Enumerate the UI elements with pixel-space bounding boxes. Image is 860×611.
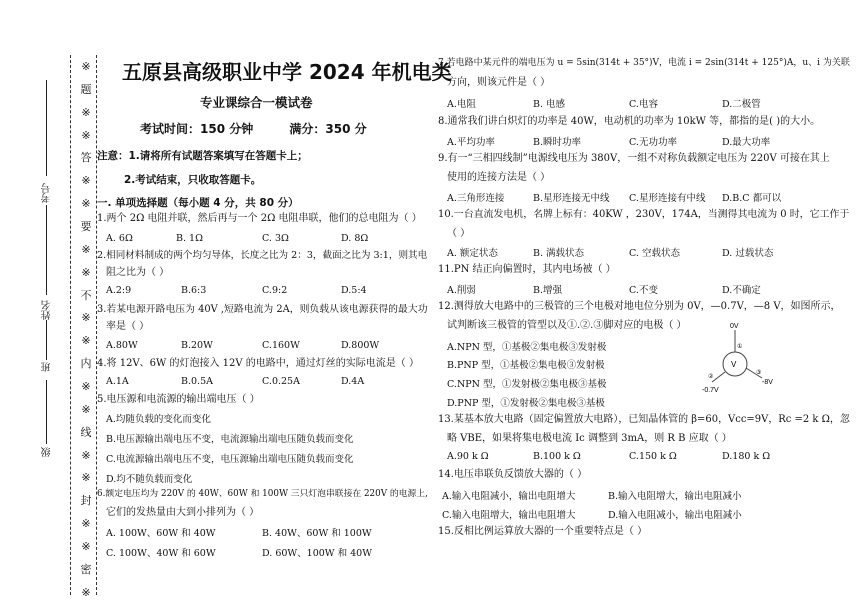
question-left-5: 5.电压源和电流源的输出端电压（ ） <box>97 394 260 405</box>
option-left-2-3: D.5:4 <box>341 285 367 296</box>
option-right-13-0: A.90 k Ω <box>447 451 489 462</box>
option-left-3-2: C.160W <box>262 340 300 351</box>
seal-mark: 内 <box>80 357 92 371</box>
question-right-7: 7.若电路中某元件的端电压为 u = 5sin(314t + 35°)V，电流 i = 2sin(314t + 125°)A，u、i 为关联 <box>438 58 850 68</box>
question-left-4: 4.将 12V、6W 的灯泡接入 12V 的电路中，通过灯丝的实际电流是（ ） <box>97 358 419 369</box>
option-right-13-2: C.150 k Ω <box>629 451 677 462</box>
option-left-5-3: D.均不随负载而变化 <box>106 474 193 485</box>
question-right-7-cont: 方向，则该元件是（ ） <box>447 77 551 88</box>
option-right-12-0: A.NPN 型，①基极②集电极③发射极 <box>447 342 607 353</box>
seal-mark: ※ <box>81 380 91 394</box>
seal-mark: ※ <box>81 265 91 279</box>
question-left-2: 2.相同材料制成的两个均匀导体，长度之比为 2：3，截面之比为 3:1，则其电 <box>97 250 428 261</box>
seal-mark: ※ <box>81 471 91 485</box>
option-left-6-2: C. 100W、40W 和 60W <box>106 548 216 559</box>
option-left-5-0: A.均随负载的变化而变化 <box>106 414 211 425</box>
option-right-7-1: B. 电感 <box>533 99 566 110</box>
question-right-10-cont: （ ） <box>447 228 471 239</box>
question-left-1: 1.两个 2Ω 电阻并联，然后再与一个 2Ω 电阻串联，他们的总电阻为（ ） <box>97 213 422 224</box>
option-right-9-2: C.星形连接有中线 <box>629 193 706 204</box>
option-left-1-3: D. 8Ω <box>341 233 369 244</box>
option-right-12-2: C.NPN 型，①发射极②集电极③基极 <box>447 379 607 390</box>
question-left-3-cont: 率是（ ） <box>106 321 150 332</box>
question-right-13: 13.某基本放大电路（固定偏置放大电路），已知晶体管的 β=60，Vcc=9V，Rc =2 k Ω，忽 <box>438 414 850 425</box>
label-top-v: 0V <box>730 323 739 330</box>
exam-score: 满分：350 分 <box>289 122 367 136</box>
option-right-7-2: C.电容 <box>629 99 658 110</box>
exam-subtitle: 专业课综合一模试卷 <box>200 95 313 110</box>
option-right-14-2: C.输入电阻增大，输出电阻增大 <box>442 510 576 521</box>
option-left-3-1: B.20W <box>181 340 213 351</box>
notice-1: 注意：1.请将所有试题答案填写在答题卡上； <box>97 150 308 162</box>
label-center: V <box>731 360 737 369</box>
seal-mark: 线 <box>80 425 92 439</box>
question-right-13-cont: 略 VBE，如果将集电极电流 Ic 调整到 3mA，则 R B 应取（ ） <box>447 433 732 444</box>
fold-line <box>70 55 71 595</box>
option-right-12-3: D.PNP 型，①发射极②集电极③基极 <box>447 398 605 409</box>
option-right-11-2: C.不变 <box>629 285 658 296</box>
question-right-15: 15.反相比例运算放大器的一个重要特点是（ ） <box>438 526 648 537</box>
question-left-6-cont: 它们的发热量由大到小排列为（ ） <box>106 507 260 518</box>
question-right-9-cont: 使用的连接方法是（ ） <box>447 172 551 183</box>
question-right-10: 10.一台直流发电机，名牌上标有：40KW ，230V，174A，当测得其电流为 0 时，它工作于 <box>438 209 850 220</box>
exam-time-score <box>140 120 399 137</box>
option-right-7-0: A.电阻 <box>447 99 476 110</box>
option-left-4-2: C.0.25A <box>262 376 300 387</box>
option-left-2-0: A.2:9 <box>106 285 132 296</box>
seal-mark: 密 <box>80 562 92 576</box>
seal-mark: ※ <box>81 197 91 211</box>
transistor-diagram <box>700 322 800 397</box>
seal-mark: ※ <box>81 105 91 119</box>
option-right-11-1: B.增强 <box>533 285 563 296</box>
option-right-9-1: B.星形连接无中线 <box>533 193 610 204</box>
question-right-9: 9.有一“三相四线制”电源线电压为 380V，一组不对称负载额定电压为 220V 可接在其上 <box>438 153 830 164</box>
exam-time: 考试时间：150 分钟 <box>140 122 254 136</box>
option-left-5-2: C.电流源输出端电压不变，电压源输出端电压随负载而变化 <box>106 454 354 465</box>
option-right-14-1: B.输入电阻增大，输出电阻减小 <box>608 491 742 502</box>
option-right-10-3: D. 过载状态 <box>722 248 774 259</box>
question-right-12: 12.测得放大电路中的三极管的三个电极对地电位分别为 0V，—0.7V，—8 V，如图所示， <box>438 301 841 312</box>
option-right-8-3: D.最大功率 <box>722 137 771 148</box>
question-left-6: 6.额定电压均为 220V 的 40W、60W 和 100W 三只灯泡串联接在 220V 的电源上, <box>97 489 428 499</box>
option-right-10-1: B. 满载状态 <box>533 248 585 259</box>
option-right-12-1: B.PNP 型，①基极②集电极③发射极 <box>447 360 605 371</box>
class-label: 班 <box>42 362 53 372</box>
node-1: ① <box>737 343 743 350</box>
option-left-2-2: C.9:2 <box>262 285 288 296</box>
question-left-3: 3.若某电源开路电压为 40V ,短路电流为 2A，则负载从该电源获得的最大功 <box>97 304 428 315</box>
option-left-4-1: B.0.5A <box>181 376 213 387</box>
option-left-1-0: A. 6Ω <box>106 233 133 244</box>
lead-left <box>712 372 725 382</box>
option-right-7-3: D.二极管 <box>722 99 761 110</box>
option-right-8-2: C.无功功率 <box>629 137 677 148</box>
option-left-3-3: D.800W <box>341 340 380 351</box>
option-left-6-3: D. 60W、100W 和 40W <box>262 548 372 559</box>
option-left-3-0: A.80W <box>106 340 138 351</box>
option-right-8-1: B.瞬时功率 <box>533 137 582 148</box>
option-left-2-1: B.6:3 <box>181 285 207 296</box>
seal-mark: 题 <box>80 82 92 96</box>
name-line <box>46 205 47 295</box>
option-right-11-0: A.削弱 <box>447 285 476 296</box>
question-right-8: 8.通常我们讲白炽灯的功率是 40W，电动机的功率为 10kW 等，都指的是( )的大小。 <box>438 116 821 127</box>
option-left-6-0: A. 100W、60W 和 40W <box>106 528 216 539</box>
seal-mark: ※ <box>81 448 91 462</box>
seal-mark: ※ <box>81 242 91 256</box>
seal-mark: ※ <box>81 334 91 348</box>
option-left-5-1: B.电压源输出端电压不变，电流源输出端电压随负载而变化 <box>106 434 354 445</box>
option-right-10-2: C. 空载状态 <box>629 248 680 259</box>
seal-mark: ※ <box>81 402 91 416</box>
label-left-v: -0.7V <box>702 387 719 394</box>
option-right-9-3: D.B.C 都可以 <box>722 193 782 204</box>
label-right-v: -8V <box>762 379 773 386</box>
question-left-2-cont: 阻之比为（ ） <box>106 267 170 278</box>
grade-line <box>46 380 47 444</box>
option-right-13-3: D.180 k Ω <box>722 451 771 462</box>
option-right-14-3: D.输入电阻减小，输出电阻减小 <box>608 510 742 521</box>
option-left-4-0: A.1A <box>106 376 129 387</box>
seal-marks <box>76 60 96 600</box>
option-left-1-1: B. 1Ω <box>176 233 203 244</box>
name-label: 姓名 <box>42 300 53 320</box>
grade-label: 级 <box>42 447 53 457</box>
seal-mark: ※ <box>81 540 91 554</box>
seal-mark: ※ <box>81 60 91 73</box>
option-right-9-0: A.三角形连接 <box>447 193 505 204</box>
option-left-4-3: D.4A <box>341 376 365 387</box>
seal-mark: 答 <box>80 151 92 165</box>
option-left-1-2: C. 3Ω <box>262 233 289 244</box>
notice-2: 2.考试结束，只收取答题卡。 <box>124 174 262 186</box>
question-right-14: 14.电压串联负反馈放大器的（ ） <box>438 469 588 480</box>
question-right-12-cont: 试判断该三极管的管型以及①.②.③脚对应的电极（ ） <box>447 320 687 331</box>
seal-mark: 不 <box>80 288 92 302</box>
section-heading: 一. 单项选择题（每小题 4 分，共 80 分） <box>97 197 299 209</box>
seal-mark: 封 <box>80 494 92 508</box>
class-line <box>46 320 47 360</box>
seal-mark: 要 <box>80 220 92 234</box>
option-right-13-1: B.100 k Ω <box>533 451 581 462</box>
question-right-11: 11.PN 结正向偏置时，其内电场被（ ） <box>438 264 616 275</box>
option-left-6-1: B. 40W、60W 和 100W <box>262 528 372 539</box>
exam-no-label: 考号 <box>42 183 53 203</box>
option-right-14-0: A.输入电阻减小，输出电阻增大 <box>442 491 576 502</box>
seal-mark: ※ <box>81 311 91 325</box>
node-3: ③ <box>756 369 762 376</box>
binding-strip <box>0 0 95 611</box>
seal-mark: ※ <box>81 128 91 142</box>
seal-mark: ※ <box>81 174 91 188</box>
fold-line-inner <box>96 55 97 595</box>
exam-no-line <box>46 80 47 176</box>
option-right-11-3: D.不确定 <box>722 285 761 296</box>
seal-mark: ※ <box>81 517 91 531</box>
option-right-10-0: A. 额定状态 <box>447 248 498 259</box>
option-right-8-0: A.平均功率 <box>447 137 495 148</box>
exam-title: 五原县高级职业中学 2024 年机电类 <box>122 60 452 84</box>
seal-mark: ※ <box>81 585 91 599</box>
node-2: ② <box>708 373 714 380</box>
